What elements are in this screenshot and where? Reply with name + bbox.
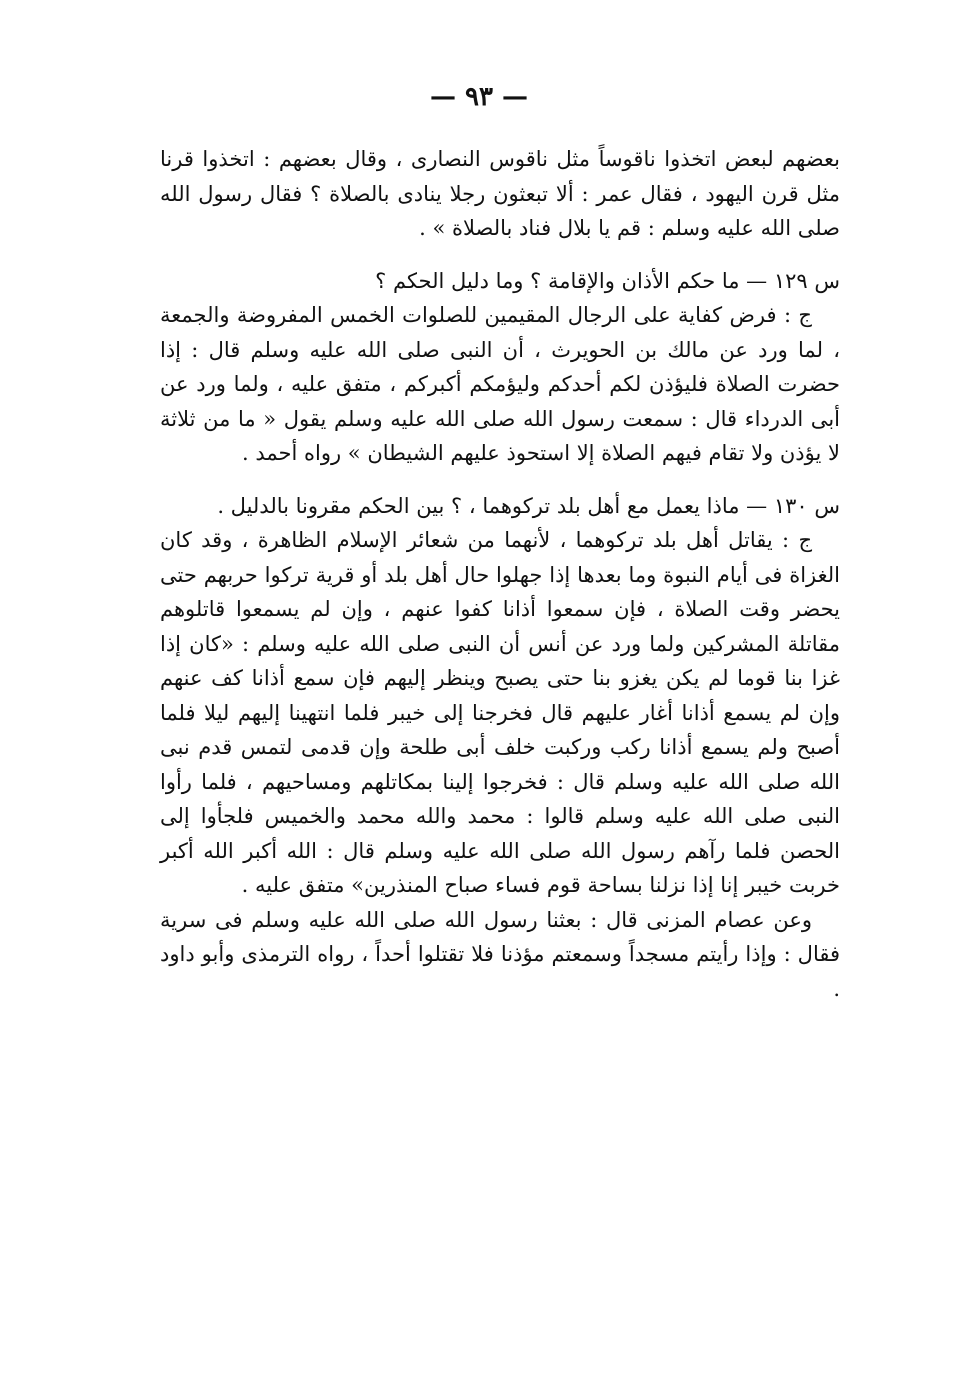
question-129: س ١٢٩ — ما حكم الأذان والإقامة ؟ وما دليل الحكم ؟ (375, 268, 840, 293)
text-paragraph: وعن عصام المزنى قال : بعثنا رسول الله صلى الله عليه وسلم فى سرية فقال : وإذا رأيتم مسجداً وسمعتم مؤذنا فلا تقتلوا أحداً ، رواه الترمذى وأبو داود . (160, 907, 840, 1001)
question-130: س ١٣٠ — ماذا يعمل مع أهل بلد تركوهما ، ؟ بين الحكم مقرونا بالدليل . (217, 493, 840, 518)
page-number: — ٩٣ — (429, 82, 529, 112)
page-body (160, 142, 840, 1006)
text-paragraph: بعضهم لبعض اتخذوا ناقوساً مثل ناقوس النصارى ، وقال بعضهم : اتخذوا قرنا مثل قرن اليهود ، فقال عمر : ألا تبعثون رجلا ينادى بالصلاة ؟ فقال رسول الله صلى الله عليه وسلم : قم يا بلال فناد بالصلاة » . (160, 147, 840, 240)
answer-129: ج : فرض كفاية على الرجال المقيمين للصلوات الخمس المفروضة والجمعة ، لما ورد عن مالك بن الحويرث ، أن النبى صلى الله عليه وسلم قال : إذا حضرت الصلاة فليؤذن لكم أحدكم وليؤمكم أكبركم ، متفق عليه ، ولما ورد عن أبى الدرداء قال : سمعت رسول الله صلى الله عليه وسلم يقول « ما من ثلاثة لا يؤذن ولا تقام فيهم الصلاة إلا استحوذ عليهم الشيطان » رواه أحمد . (160, 303, 840, 465)
answer-130: ج : يقاتل أهل بلد تركوهما ، لأنهما من شعائر الإسلام الظاهرة ، وقد كان الغزاة فى أيام النبوة وما بعدها إذا جهلوا حال أهل بلد أو قرية تركوا حربهم حتى يحضر وقت الصلاة ، فإن سمعوا أذانا كفوا عنهم ، وإن لم يسمعوا قاتلوهم مقاتلة المشركين ولما ورد عن أنس أن النبى صلى الله عليه وسلم : «كان إذا غزا بنا قوما لم يكن يغزو بنا حتى يصبح وينظر إليهم فإن سمع أذانا كف عنهم وإن لم يسمع أذانا أغار عليهم قال فخرجنا إلى خيبر فلما انتهينا إليهم ليلا فلما أصبح ولم يسمع أذانا ركب وركبت خلف أبى طلحة وإن قدمى لتمس قدم نبى الله صلى الله عليه وسلم قال : فخرجوا إلينا بمكاتلهم ومساحيهم ، فلما رأوا النبى صلى الله عليه وسلم قالوا : محمد والله محمد والخميس فلجأوا إلى الحصن فلما رآهم رسول الله صلى الله عليه وسلم قال : الله أكبر الله أكبر خربت خيبر إنا إذا نزلنا بساحة قوم فساء صباح المنذرين» متفق عليه . (160, 528, 840, 897)
